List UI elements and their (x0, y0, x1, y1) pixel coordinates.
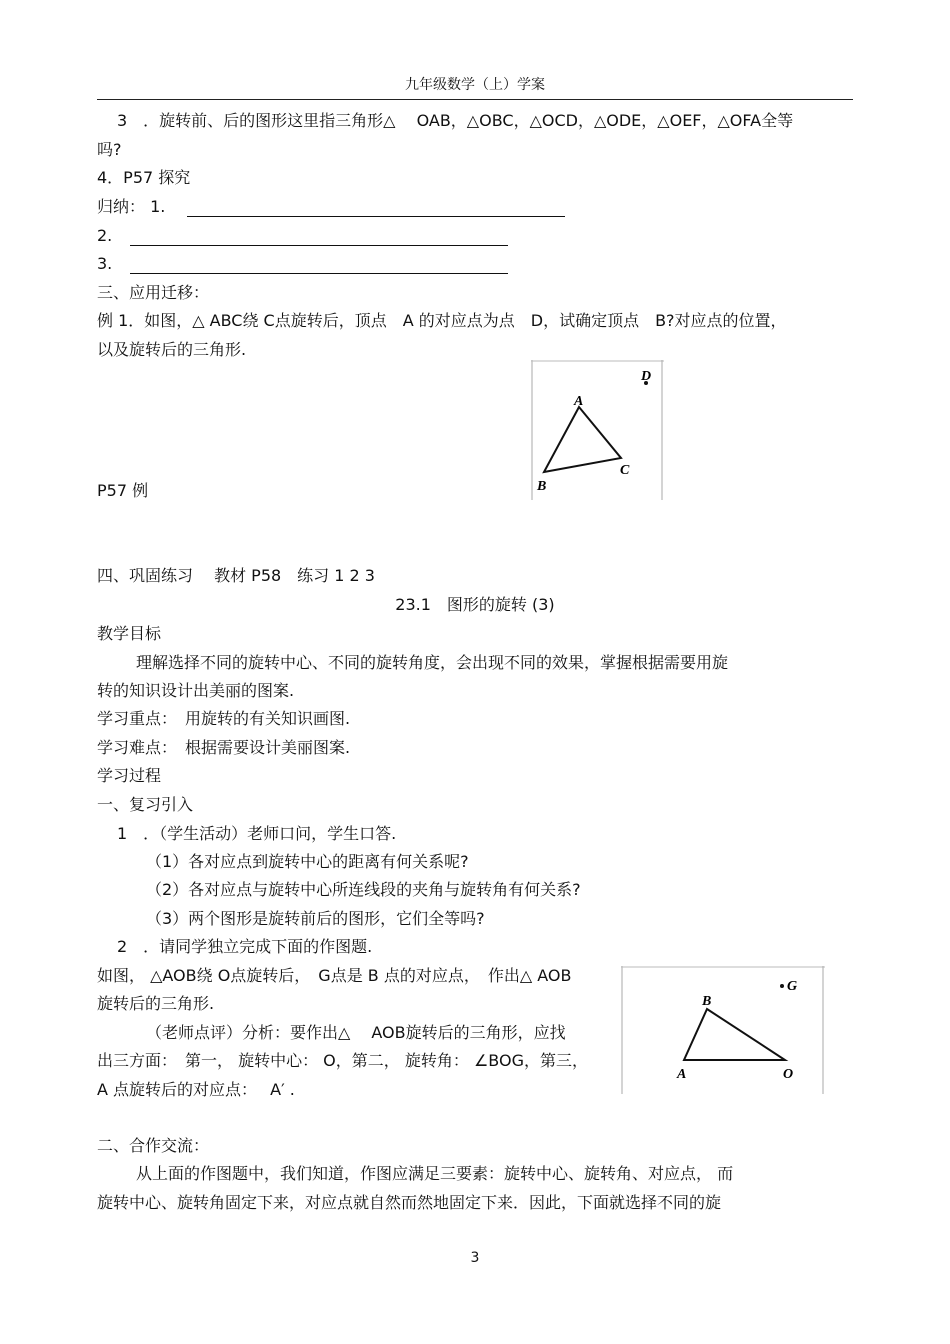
label-o: O (783, 1067, 794, 1082)
review-title: 一、复习引入 (97, 795, 194, 814)
label-b: B (702, 994, 712, 1009)
coop-line1: 从上面的作图题中，我们知道，作图应满足三要素：旋转中心、旋转角、对应点， 而 (136, 1164, 734, 1183)
summary-item-2: 2. (97, 226, 113, 245)
triangle-abc-shape (544, 407, 621, 472)
item4-explore: 4．P57 探究 (97, 168, 191, 187)
figure-triangle-abc (531, 360, 664, 500)
example1-line2: 以及旋转后的三角形. (97, 340, 247, 359)
lesson-title: 23.1 图形的旋转 (3) (395, 595, 555, 614)
p57-example: P57 例 (97, 481, 149, 500)
review-2-line5: A 点旋转后的对应点： A′ . (97, 1080, 295, 1099)
goals-line1: 理解选择不同的旋转中心、不同的旋转角度，会出现不同的效果，掌握根据需要用旋 (136, 653, 729, 672)
summary-item-1: 归纳： 1. (97, 197, 166, 216)
figure-triangle-aob (621, 966, 825, 1094)
label-g: G (787, 979, 798, 994)
review-1-q2: （2）各对应点与旋转中心所连线段的夹角与旋转角有何关系? (146, 880, 581, 899)
section3-title: 三、应用迁移： (97, 283, 210, 302)
section4-practice: 四、巩固练习 教材 P58 练习 1 2 3 (97, 566, 375, 585)
summary-blank-3 (130, 273, 508, 274)
goals-line2: 转的知识设计出美丽的图案. (97, 681, 295, 700)
label-d: D (641, 369, 652, 384)
point-g (780, 984, 784, 988)
page-header-title: 九年级数学（上）学案 (405, 77, 545, 93)
label-b: B (537, 479, 547, 494)
summary-blank-2 (130, 245, 508, 246)
summary-item-3: 3. (97, 254, 113, 273)
key-point: 学习重点： 用旋转的有关知识画图. (97, 709, 351, 728)
review-1-q1: （1）各对应点到旋转中心的距离有何关系呢? (146, 852, 469, 871)
goals-heading: 教学目标 (97, 624, 162, 643)
page-number: 3 (470, 1250, 480, 1266)
item3-line2: 吗? (97, 140, 122, 159)
coop-line2: 旋转中心、旋转角固定下来，对应点就自然而然地固定下来．因此，下面就选择不同的旋 (97, 1193, 722, 1212)
learning-process: 学习过程 (97, 766, 162, 785)
review-2-line3: （老师点评）分析：要作出△ AOB旋转后的三角形，应找 (146, 1023, 566, 1042)
summary-blank-1 (187, 216, 565, 217)
label-a: A (574, 394, 584, 409)
example1-line1: 例 1．如图，△ ABC绕 C点旋转后，顶点 A 的对应点为点 D，试确定顶点 B?对应点的位置， (97, 311, 787, 330)
review-2-line4: 出三方面： 第一， 旋转中心： O，第二， 旋转角： ∠BOG，第三， (97, 1051, 588, 1070)
label-a: A (677, 1067, 687, 1082)
review-2-line1: 如图， △AOB绕 O点旋转后， G点是 B 点的对应点， 作出△ AOB (97, 966, 572, 985)
item3-line1: 3 ．旋转前、后的图形这里指三角形△ OAB，△OBC，△OCD，△ODE，△OEF，△OFA全等 (117, 111, 794, 130)
coop-title: 二、合作交流： (97, 1136, 210, 1155)
review-2-line2: 旋转后的三角形. (97, 994, 215, 1013)
triangle-aob-shape (684, 1009, 785, 1060)
review-2: 2 ．请同学独立完成下面的作图题. (117, 937, 373, 956)
review-1: 1 ．（学生活动）老师口问，学生口答. (117, 824, 397, 843)
header-rule (97, 99, 853, 100)
difficulty: 学习难点： 根据需要设计美丽图案. (97, 738, 351, 757)
review-1-q3: （3）两个图形是旋转前后的图形，它们全等吗? (146, 909, 485, 928)
label-c: C (620, 463, 630, 478)
